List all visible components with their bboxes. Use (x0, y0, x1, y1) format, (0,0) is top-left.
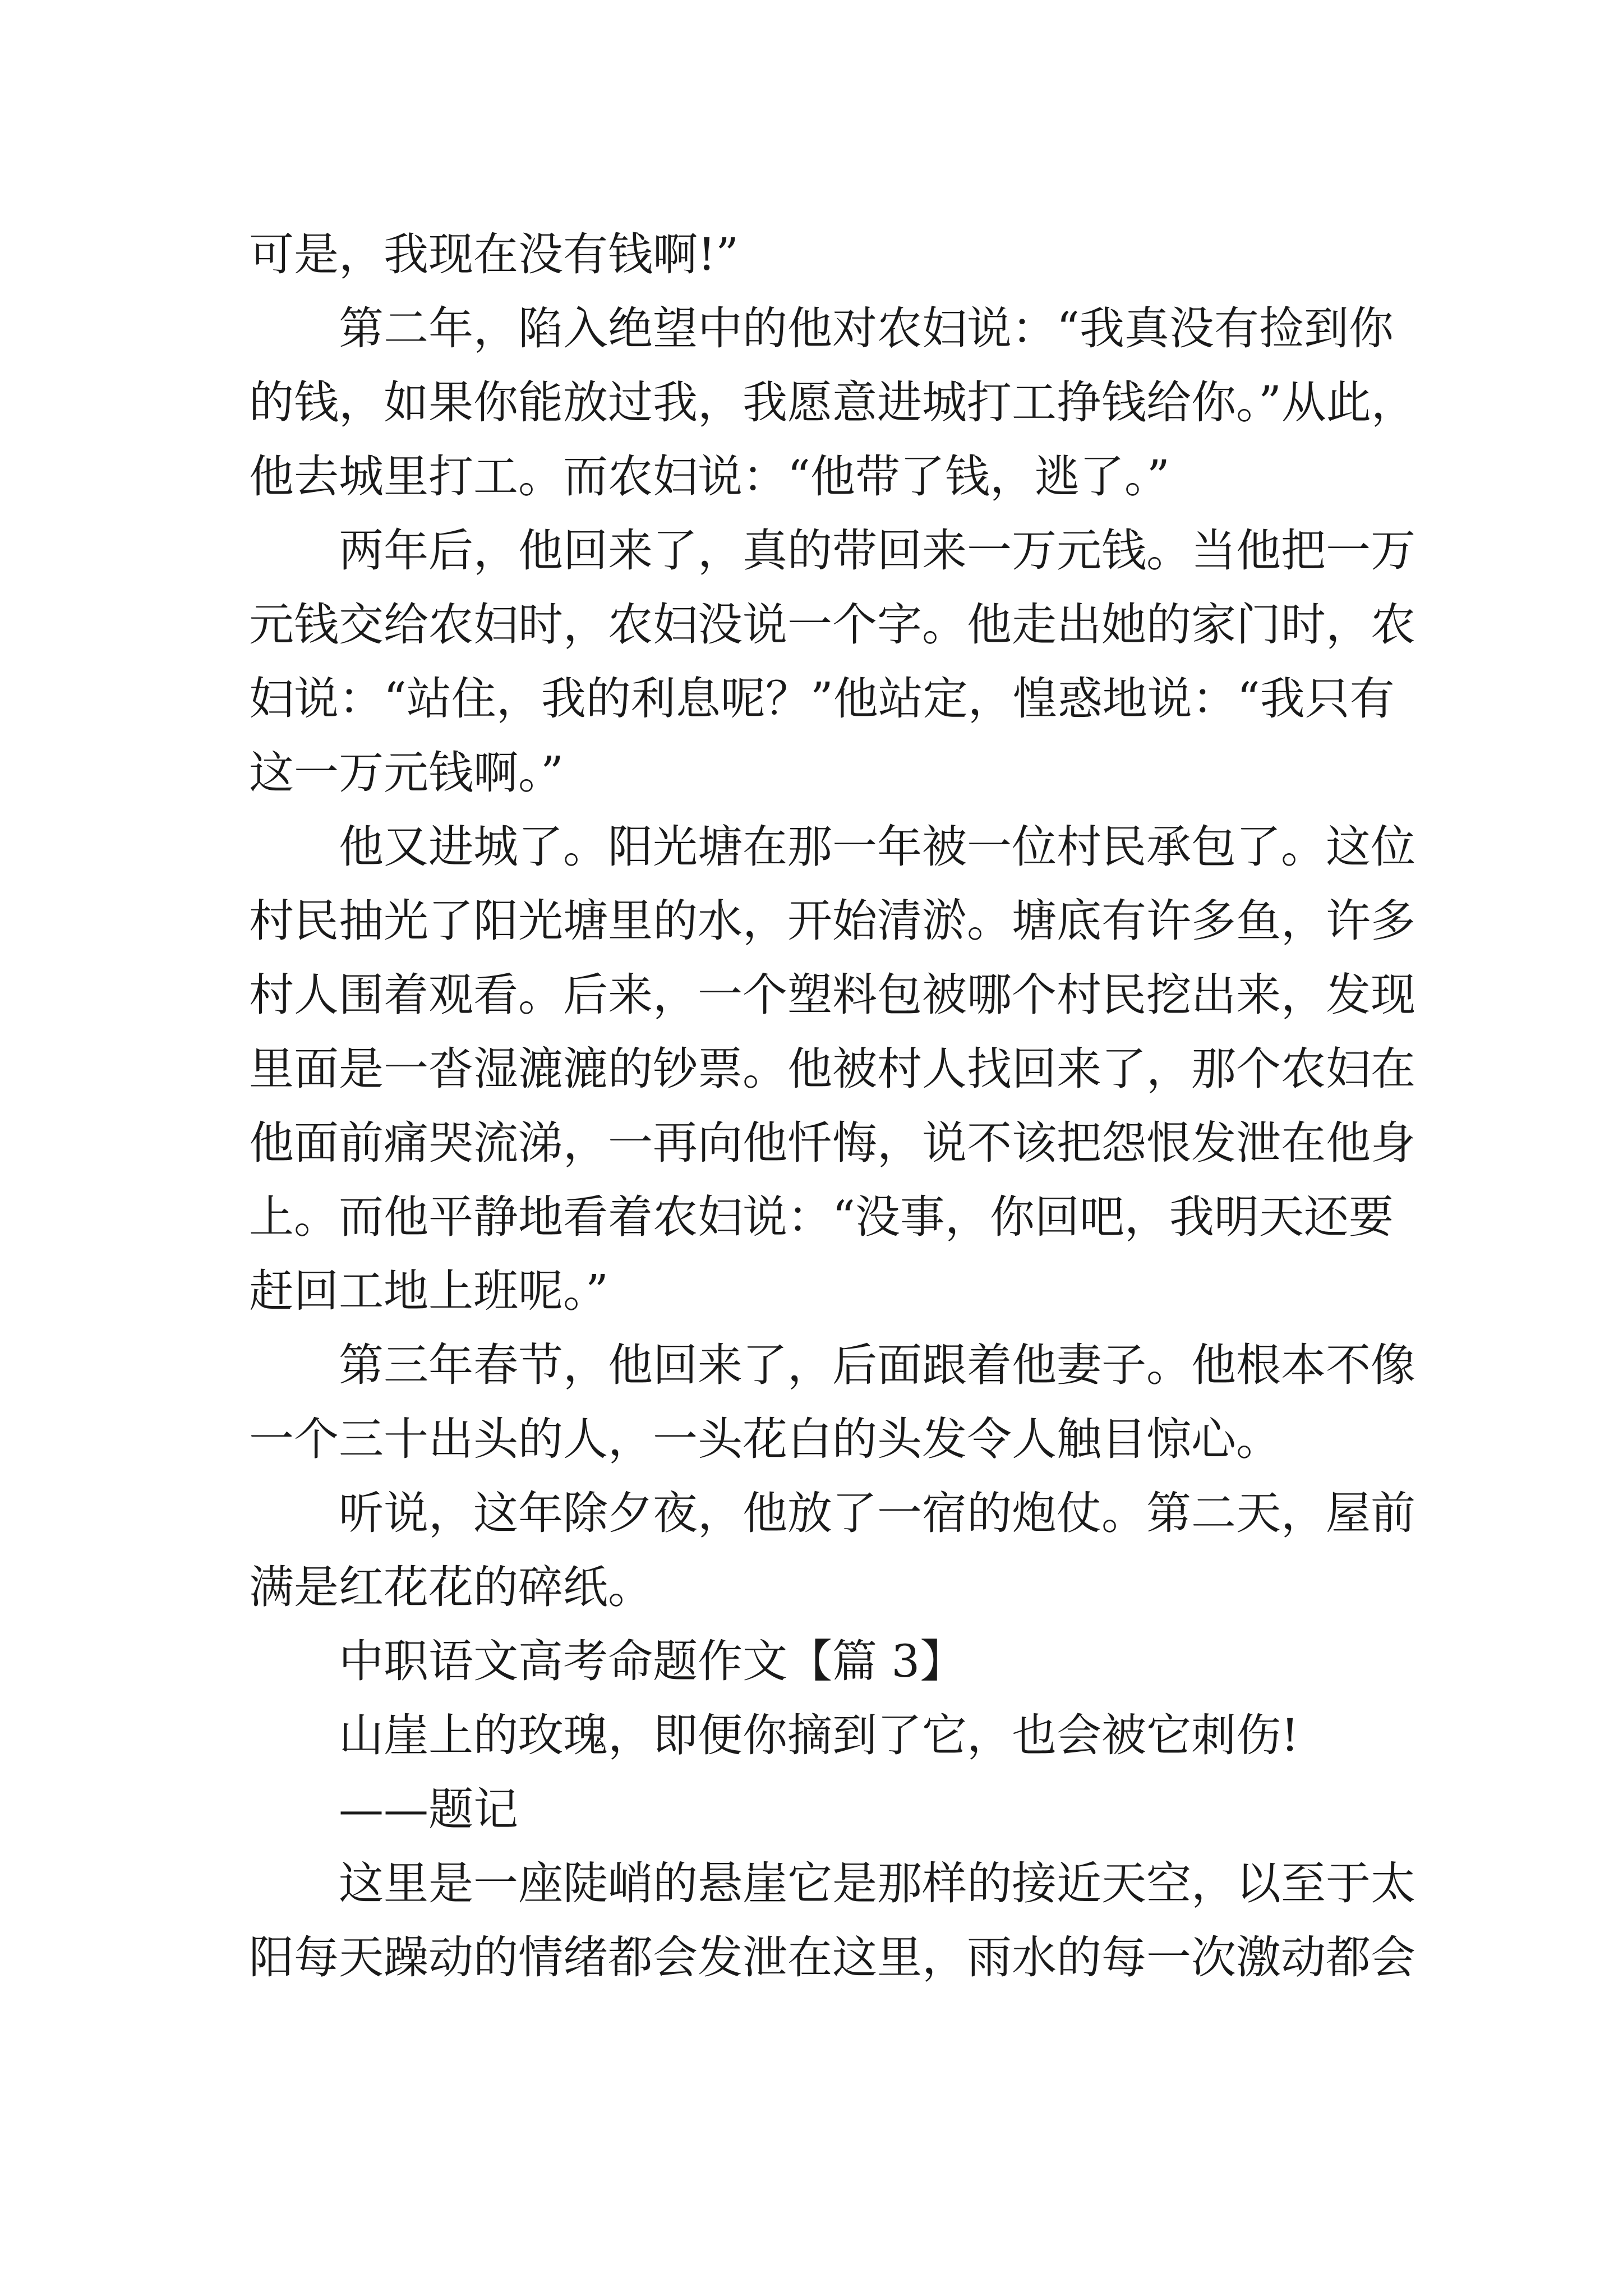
text-line: 村民抽光了阳光塘里的水，开始清淤。塘底有许多鱼，许多 (249, 895, 1415, 947)
text-line: 妇说：“站住，我的利息呢？”他站定，惶惑地说：“我只有 (249, 673, 1395, 725)
section-heading: 中职语文高考命题作文【篇 3】 (339, 1635, 965, 1687)
document-body (249, 218, 1416, 1995)
text-line: 里面是一沓湿漉漉的钞票。他被村人找回来了，那个农妇在 (249, 1043, 1415, 1095)
text-line: 他去城里打工。而农妇说：“他带了钱，逃了。” (249, 450, 1170, 503)
text-line: 上。而他平静地看着农妇说：“没事，你回吧，我明天还要 (249, 1191, 1394, 1243)
epigraph-line: 山崖上的玫瑰，即便你摘到了它，也会被它刺伤! (339, 1709, 1299, 1761)
text-line: 一个三十出头的人，一头花白的头发令人触目惊心。 (249, 1413, 1281, 1465)
text-line: 他又进城了。阳光塘在那一年被一位村民承包了。这位 (339, 821, 1415, 873)
text-line: 这一万元钱啊。” (249, 747, 564, 799)
text-line: 赶回工地上班呢。” (249, 1265, 608, 1317)
text-line: 村人围着观看。后来，一个塑料包被哪个村民挖出来，发现 (249, 969, 1415, 1021)
epigraph-attribution: ——题记 (339, 1783, 518, 1835)
text-line: 满是红花花的碎纸。 (249, 1561, 653, 1613)
text-line: 这里是一座陡峭的悬崖它是那样的接近天空，以至于太 (339, 1857, 1415, 1910)
text-line: 他面前痛哭流涕，一再向他忏悔，说不该把怨恨发泄在他身 (249, 1117, 1415, 1169)
text-line: 阳每天躁动的情绪都会发泄在这里，雨水的每一次激动都会 (249, 1931, 1415, 1984)
text-line: 的钱，如果你能放过我，我愿意进城打工挣钱给你。”从此， (249, 376, 1416, 429)
text-line: 听说，这年除夕夜，他放了一宿的炮仗。第二天，屋前 (339, 1487, 1415, 1539)
text-line: 第二年，陷入绝望中的他对农妇说：“我真没有捡到你 (339, 302, 1394, 355)
text-line: 元钱交给农妇时，农妇没说一个字。他走出她的家门时，农 (249, 599, 1415, 651)
text-line: 两年后，他回来了，真的带回来一万元钱。当他把一万 (339, 524, 1415, 577)
text-line: 第三年春节，他回来了，后面跟着他妻子。他根本不像 (339, 1339, 1415, 1391)
text-line: 可是，我现在没有钱啊!” (249, 228, 739, 280)
